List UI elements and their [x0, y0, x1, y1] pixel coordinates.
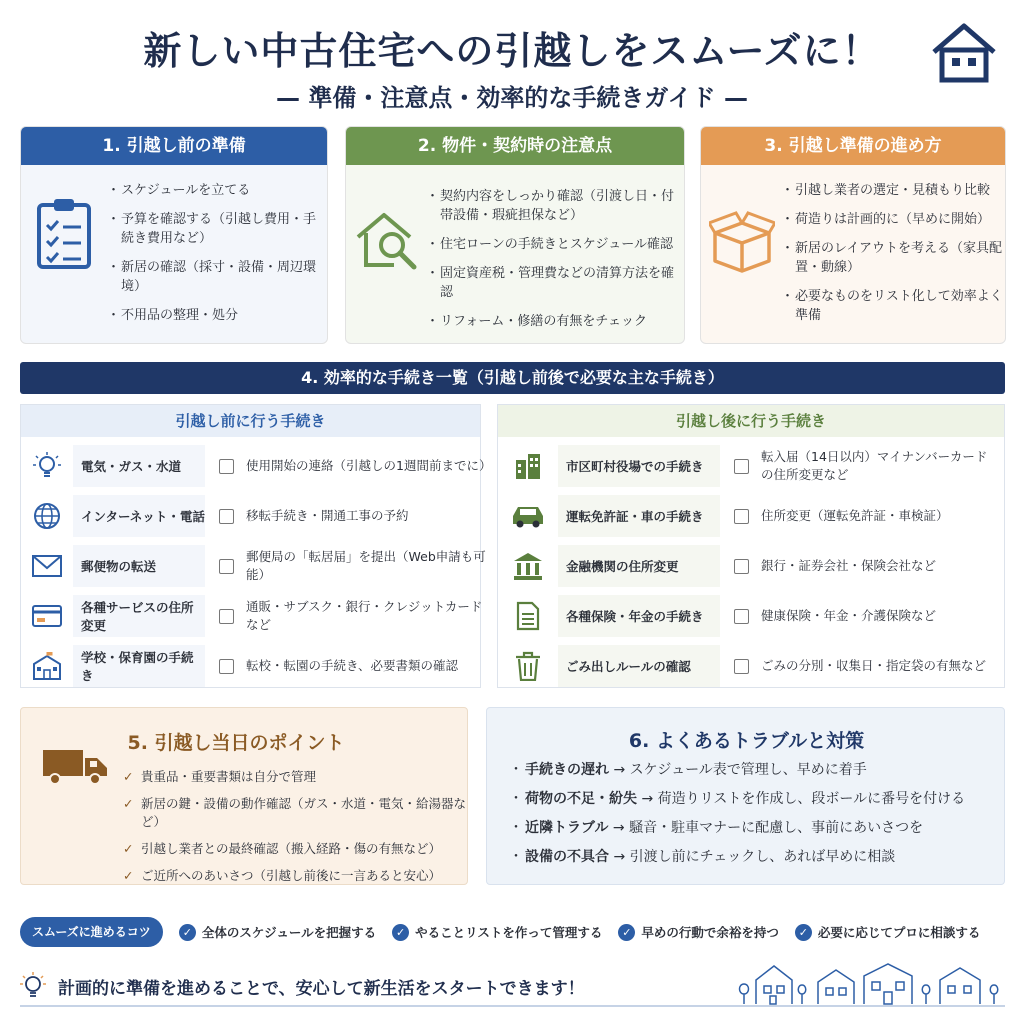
section-preparation-title: 1. 引越し前の準備: [21, 127, 327, 165]
procedure-checkbox[interactable]: [734, 559, 749, 574]
procedure-checkbox[interactable]: [219, 509, 234, 524]
trouble-solution: 荷造りリストを作成し、段ボールに番号を付ける: [657, 791, 966, 807]
procedure-label: 市区町村役場での手続き: [558, 445, 720, 487]
procedure-desc: ごみの分別・収集日・指定袋の有無など: [761, 658, 987, 673]
city-hall-icon: [513, 452, 543, 480]
list-item: ・ 新居の確認（採寸・設備・周辺環境）: [107, 258, 322, 296]
tip-label: やることリストを作って管理する: [415, 925, 603, 940]
car-icon: [511, 504, 545, 528]
list-item: ・ 予算を確認する（引越し費用・手続き費用など）: [107, 210, 322, 248]
procedure-label: 運転免許証・車の手続き: [558, 495, 720, 537]
bank-icon: [512, 551, 544, 581]
procedure-desc: 転校・転園の手続き、必要書類の確認: [246, 658, 459, 673]
procedure-label: インターネット・電話: [73, 495, 205, 537]
section-procedures-title: 4. 効率的な手続き一覧（引越し前後で必要な主な手続き）: [20, 362, 1005, 394]
procedure-label: 学校・保育園の手続き: [73, 645, 205, 687]
procedure-desc: 健康保険・年金・介護保険など: [761, 608, 937, 623]
table-row: [498, 643, 993, 689]
tip-label: 早めの行動で余裕を持つ: [641, 925, 779, 940]
section-moving-day: [20, 707, 468, 885]
page-title: 新しい中古住宅への引越しをスムーズに！: [143, 29, 881, 73]
procedure-label: 金融機関の住所変更: [558, 545, 720, 587]
section-contract: [345, 126, 685, 344]
trouble-problem: 設備の不具合: [525, 849, 609, 865]
tips-badge: スムーズに進めるコツ: [20, 917, 163, 947]
house-icon: [930, 22, 998, 84]
list-item: [509, 760, 965, 780]
trouble-problem: 近隣トラブル: [525, 820, 609, 836]
section-moving-day-title: 5. 引越し当日のポイント: [127, 732, 345, 754]
table-row: [21, 443, 492, 489]
list-item: ・ 引越し業者の選定・見積もり比較: [781, 181, 1003, 200]
table-row: [21, 593, 486, 639]
check-icon: ✓: [618, 924, 635, 941]
tips-row: [20, 916, 1005, 948]
procedure-desc: 移転手続き・開通工事の予約: [246, 508, 409, 523]
tip-item: [179, 923, 376, 941]
list-item: ・ リフォーム・修繕の有無をチェック: [426, 312, 684, 331]
list-item: ・ 住宅ローンの手続きとスケジュール確認: [426, 235, 684, 254]
arrow-icon: →: [641, 791, 654, 807]
list-item: ・ 荷造りは計画的に（早めに開始）: [781, 210, 1003, 229]
footer: [20, 966, 740, 1006]
table-row: [498, 593, 993, 639]
procedure-checkbox[interactable]: [219, 609, 234, 624]
check-icon: ✓: [179, 924, 196, 941]
lightbulb-icon: [20, 971, 46, 1001]
tip-item: [795, 923, 981, 941]
procedure-desc: 使用開始の連絡（引越しの1週間前までに）: [246, 458, 492, 473]
arrow-icon: →: [613, 762, 626, 778]
cardboard-box-icon: [709, 211, 775, 273]
procedure-checkbox[interactable]: [219, 659, 234, 674]
section-troubles-title: 6. よくあるトラブルと対策: [628, 730, 865, 752]
procedure-checkbox[interactable]: [219, 459, 234, 474]
section-moving-prep-title: 3. 引越し準備の進め方: [701, 127, 1005, 165]
trouble-solution: 引渡し前にチェックし、あれば早めに相談: [629, 849, 896, 865]
houses-illustration-icon: [736, 958, 1006, 1006]
tip-label: 必要に応じてプロに相談する: [817, 925, 981, 940]
footer-message: 計画的に準備を進めることで、安心して新生活をスタートできます！: [58, 978, 585, 999]
procedures-after-title: 引越し後に行う手続き: [498, 405, 1004, 437]
table-row: [21, 643, 486, 689]
procedure-desc: 通販・サブスク・銀行・クレジットカードなど: [246, 599, 483, 632]
table-row: [498, 493, 993, 539]
tip-label: 全体のスケジュールを把握する: [201, 925, 377, 940]
clipboard-checklist-icon: [35, 197, 93, 271]
procedure-desc: 郵便局の「転居届」を提出（Web申請も可能）: [246, 549, 486, 582]
procedure-label: 各種保険・年金の手続き: [558, 595, 720, 637]
procedure-checkbox[interactable]: [734, 509, 749, 524]
tip-item: [392, 923, 602, 941]
section-contract-title: 2. 物件・契約時の注意点: [346, 127, 684, 165]
table-row: [498, 443, 993, 489]
list-item: ✓ ご近所へのあいさつ（引越し前後に一言あると安心）: [123, 867, 467, 885]
table-row: [498, 543, 993, 589]
list-item: ✓ 新居の鍵・設備の動作確認（ガス・水道・電気・給湯器など）: [123, 795, 467, 831]
procedure-checkbox[interactable]: [219, 559, 234, 574]
procedure-label: 各種サービスの住所変更: [73, 595, 205, 637]
procedures-before-panel: [20, 404, 492, 688]
section-troubles: [486, 707, 1005, 885]
check-icon: ✓: [392, 924, 409, 941]
document-icon: [516, 601, 540, 631]
procedure-checkbox[interactable]: [734, 459, 749, 474]
truck-icon: [43, 746, 109, 786]
list-item: ・ スケジュールを立てる: [107, 181, 322, 200]
envelope-icon: [32, 555, 62, 577]
arrow-icon: →: [612, 820, 625, 836]
lightbulb-icon: [33, 451, 61, 481]
section-moving-prep: [700, 126, 1006, 344]
list-item: ・ 新居のレイアウトを考える（家具配置・動線）: [781, 239, 1003, 277]
list-item: ✓ 引越し業者との最終確認（搬入経路・傷の有無など）: [123, 840, 467, 858]
procedure-desc: 銀行・証券会社・保険会社など: [761, 558, 937, 573]
procedure-checkbox[interactable]: [734, 609, 749, 624]
table-row: [21, 493, 486, 539]
procedures-after-panel: [497, 404, 1005, 688]
list-item: ・ 必要なものをリスト化して効率よく準備: [781, 287, 1003, 325]
house-magnifier-icon: [354, 207, 422, 275]
list-item: [509, 818, 965, 838]
list-item: ・ 固定資産税・管理費などの清算方法を確認: [426, 264, 684, 302]
trouble-solution: 騒音・駐車マナーに配慮し、事前にあいさつを: [629, 820, 924, 836]
procedure-checkbox[interactable]: [734, 659, 749, 674]
globe-icon: [33, 502, 61, 530]
trouble-problem: 荷物の不足・紛失: [525, 791, 637, 807]
card-icon: [32, 605, 62, 627]
arrow-icon: →: [613, 849, 626, 865]
procedure-desc: 住所変更（運転免許証・車検証）: [761, 508, 949, 523]
list-item: [509, 847, 965, 867]
section-preparation: [20, 126, 328, 344]
procedure-label: 郵便物の転送: [73, 545, 205, 587]
list-item: [509, 789, 965, 809]
procedure-label: ごみ出しルールの確認: [558, 645, 720, 687]
tip-item: [618, 923, 779, 941]
check-icon: ✓: [795, 924, 812, 941]
list-item: ✓ 貴重品・重要書類は自分で管理: [123, 768, 467, 786]
procedures-before-title: 引越し前に行う手続き: [21, 405, 480, 437]
trouble-solution: スケジュール表で管理し、早めに着手: [629, 762, 867, 778]
list-item: ・ 不用品の整理・処分: [107, 306, 322, 325]
procedure-desc: 転入届（14日以内）マイナンバーカードの住所変更など: [761, 449, 988, 482]
trash-icon: [515, 651, 541, 681]
procedure-label: 電気・ガス・水道: [73, 445, 205, 487]
trouble-problem: 手続きの遅れ: [525, 762, 609, 778]
school-icon: [32, 652, 62, 680]
list-item: ・ 契約内容をしっかり確認（引渡し日・付帯設備・瑕疵担保など）: [426, 187, 684, 225]
page-subtitle: — 準備・注意点・効率的な手続きガイド —: [276, 84, 748, 112]
table-row: [21, 543, 486, 589]
